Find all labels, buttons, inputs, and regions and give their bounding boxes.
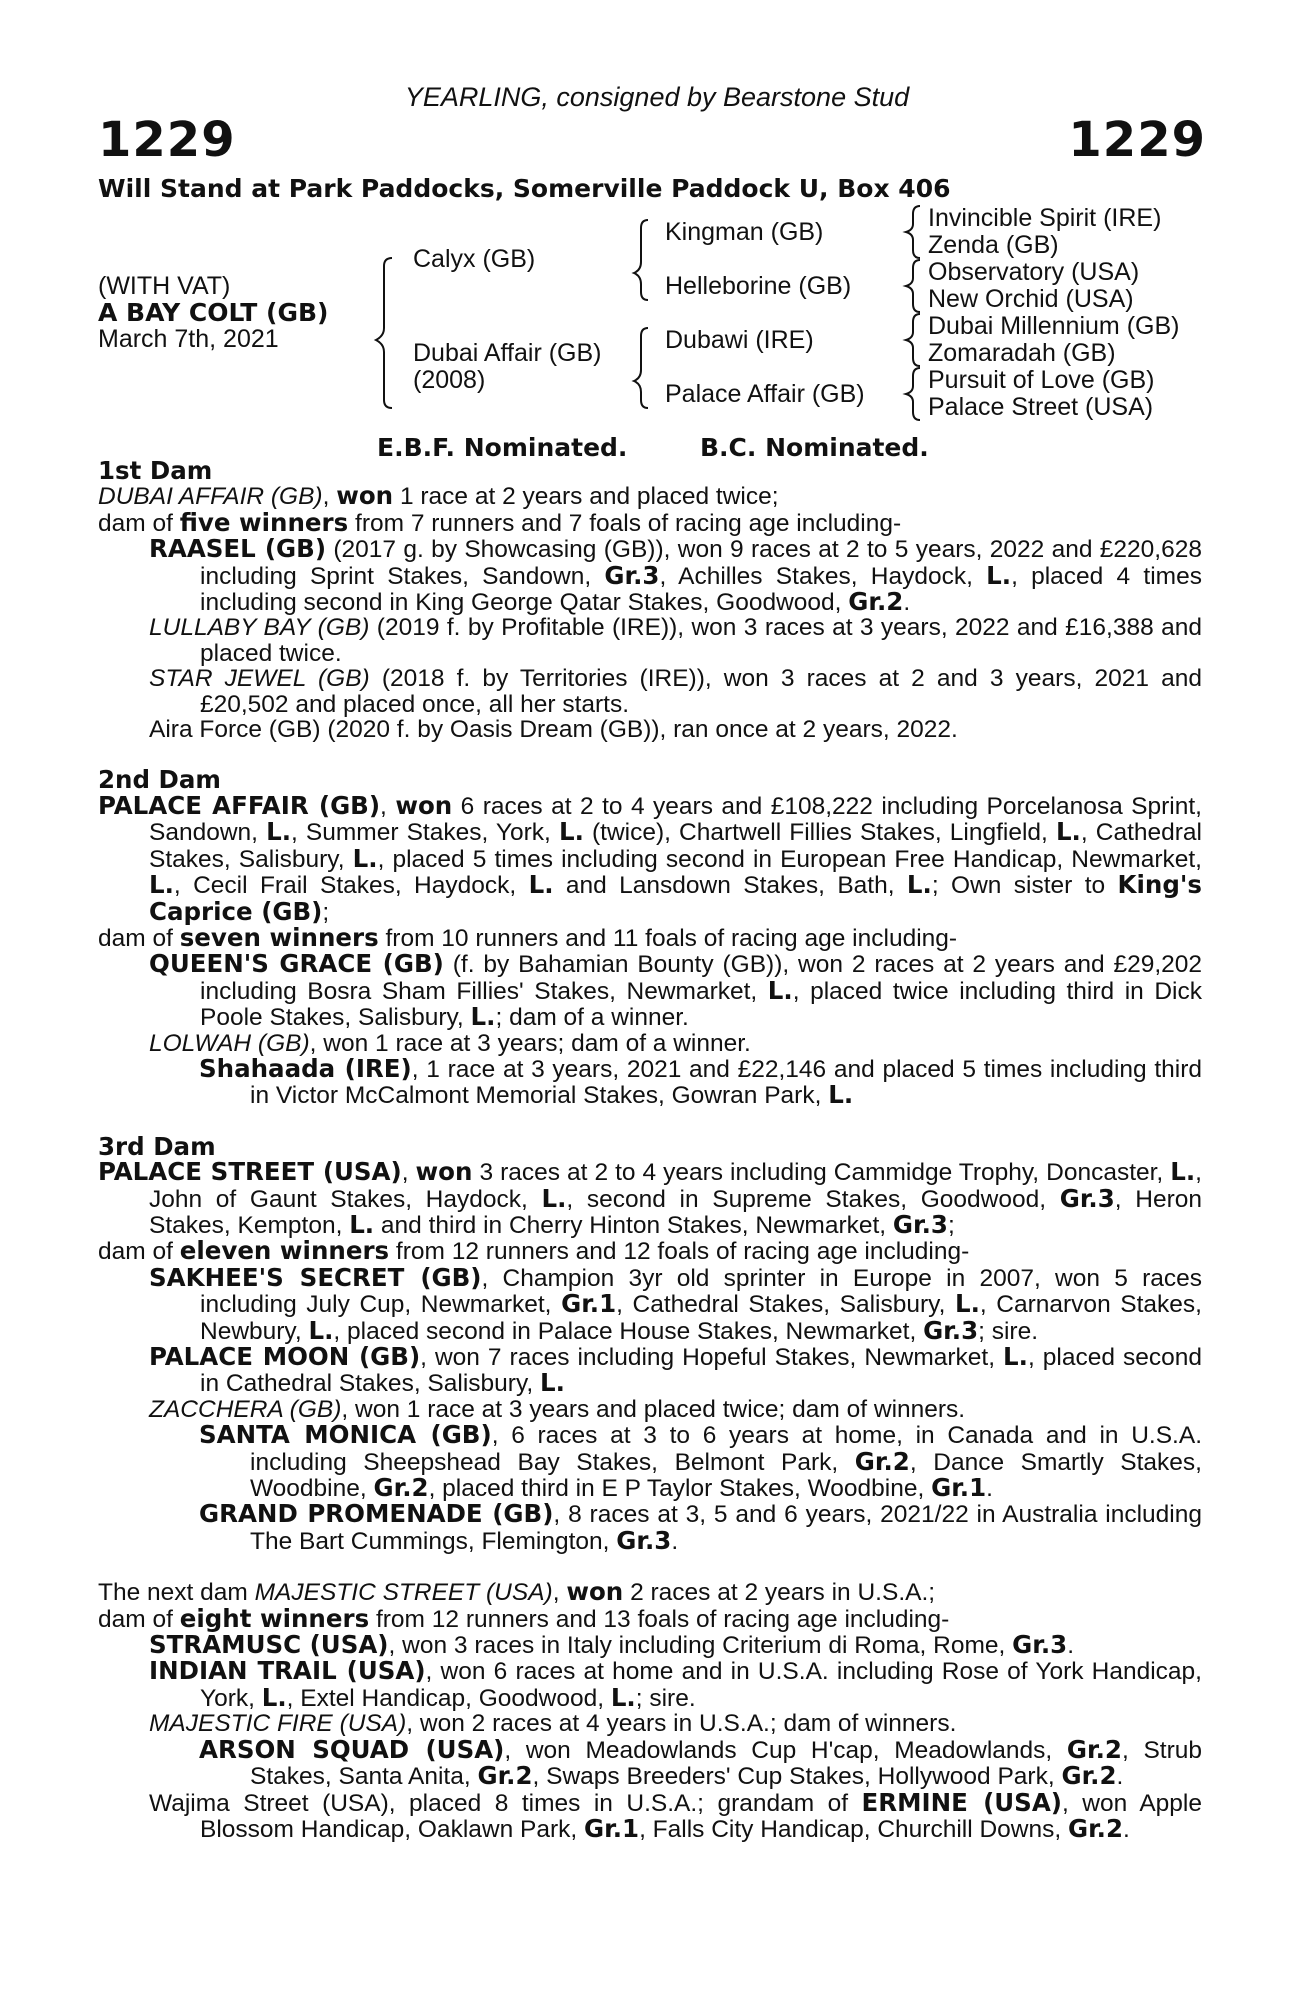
section-heading-3rd-dam: 3rd Dam bbox=[98, 1131, 216, 1161]
great-grandparent: Palace Street (USA) bbox=[928, 393, 1154, 421]
grandsire-paternal: Kingman (GB) bbox=[665, 218, 824, 246]
section-heading-1st-dam: 1st Dam bbox=[98, 456, 213, 485]
produce-entry: ARSON SQUAD (USA), won Meadowlands Cup H'cap, Meadowlands, Gr.2, Strub Stakes, Santa Anita, Gr.2, Swaps Breeders' Cup Stakes, Hollywood Park, Gr.2. bbox=[199, 1734, 1202, 1791]
bc-nomination: B.C. Nominated. bbox=[700, 433, 929, 462]
produce-entry: Shahaada (IRE), 1 race at 3 years, 2021 and £22,146 and placed 5 times including third in Victor McCalmont Memorial Stakes, Gowran Park, L. bbox=[199, 1053, 1202, 1110]
foaling-date: March 7th, 2021 bbox=[98, 325, 279, 353]
produce-entry: Wajima Street (USA), placed 8 times in U.S.A.; grandam of ERMINE (USA), won Apple Blossom Handicap, Oaklawn Park, Gr.1, Falls City Handicap, Churchill Downs, Gr.2. bbox=[149, 1787, 1202, 1843]
produce-entry: MAJESTIC FIRE (USA), won 2 races at 4 years in U.S.A.; dam of winners. bbox=[149, 1710, 957, 1738]
produce-entry: Aira Force (GB) (2020 f. by Oasis Dream (GB)), ran once at 2 years, 2022. bbox=[149, 716, 958, 744]
section-heading-2nd-dam: 2nd Dam bbox=[98, 765, 221, 795]
sire: Calyx (GB) bbox=[413, 245, 536, 273]
granddam-paternal: Helleborine (GB) bbox=[665, 272, 852, 300]
granddam-maternal: Palace Affair (GB) bbox=[665, 380, 865, 408]
dam-produce-summary: dam of seven winners from 10 runners and 11 foals of racing age including- bbox=[98, 922, 958, 952]
stand-location: Will Stand at Park Paddocks, Somerville Paddock U, Box 406 bbox=[98, 174, 951, 203]
produce-entry: SANTA MONICA (GB), 6 races at 3 to 6 years at home, in Canada and in U.S.A. including Sheepshead Bay Stakes, Belmont Park, Gr.2, Dance Smartly Stakes, Woodbine, Gr.2, placed third in E P Taylor Stakes, Woodbine, Gr.1. bbox=[199, 1420, 1203, 1503]
great-grandparent: Dubai Millennium (GB) bbox=[928, 312, 1180, 340]
produce-entry: STRAMUSC (USA), won 3 races in Italy including Criterium di Roma, Rome, Gr.3. bbox=[149, 1630, 1075, 1660]
lot-number-left: 1229 bbox=[98, 112, 236, 168]
sale-header: YEARLING, consigned by Bearstone Stud bbox=[404, 82, 910, 112]
produce-entry: PALACE MOON (GB), won 7 races including Hopeful Stakes, Newmarket, L., placed second in Cathedral Stakes, Salisbury, L. bbox=[149, 1342, 1202, 1398]
vat-note: (WITH VAT) bbox=[98, 272, 231, 300]
catalogue-body bbox=[98, 458, 1202, 1842]
produce-entry: GRAND PROMENADE (GB), 8 races at 3, 5 and 6 years, 2021/22 in Australia including The Bart Cummings, Flemington, Gr.3. bbox=[199, 1499, 1203, 1555]
horse-name: A BAY COLT (GB) bbox=[98, 298, 329, 327]
great-grandparent: New Orchid (USA) bbox=[928, 285, 1134, 313]
dam-record: PALACE STREET (USA), won 3 races at 2 to 4 years including Cammidge Trophy, Doncaster, L., John of Gaunt Stakes, Haydock, L., second in Supreme Stakes, Goodwood, Gr.3, Heron Stakes, Kempton, L. and third in Cherry Hinton Stakes, Newmarket, Gr.3; bbox=[98, 1157, 1203, 1239]
produce-entry: LULLABY BAY (GB) (2019 f. by Profitable (IRE)), won 3 races at 3 years, 2022 and £16,388 and placed twice. bbox=[149, 614, 1202, 667]
next-dam-record: The next dam MAJESTIC STREET (USA), won 2 races at 2 years in U.S.A.; bbox=[98, 1577, 936, 1607]
produce-entry: RAASEL (GB) (2017 g. by Showcasing (GB)), won 9 races at 2 to 5 years, 2022 and £220,628 including Sprint Stakes, Sandown, Gr.3, Achilles Stakes, Haydock, L., placed 4 times including second in King George Qatar Stakes, Goodwood, Gr.2. bbox=[149, 534, 1202, 617]
dam-record: DUBAI AFFAIR (GB), won 1 race at 2 years and placed twice; bbox=[98, 481, 779, 511]
dam-year: (2008) bbox=[413, 366, 486, 394]
ebf-nomination: E.B.F. Nominated. bbox=[377, 433, 628, 462]
great-grandparent: Zenda (GB) bbox=[928, 231, 1059, 259]
grandsire-maternal: Dubawi (IRE) bbox=[665, 326, 814, 354]
great-grandparent: Pursuit of Love (GB) bbox=[928, 366, 1155, 394]
produce-entry: QUEEN'S GRACE (GB) (f. by Bahamian Bounty (GB)), won 2 races at 2 years and £29,202 including Bosra Sham Fillies' Stakes, Newmarket, L., placed twice including third in Dick Poole Stakes, Salisbury, L.; dam of a winner. bbox=[149, 949, 1203, 1032]
great-grandparent: Invincible Spirit (IRE) bbox=[928, 204, 1162, 232]
produce-entry: STAR JEWEL (GB) (2018 f. by Territories (IRE)), won 3 races at 2 and 3 years, 2021 and £20,502 and placed once, all her starts. bbox=[149, 665, 1202, 718]
dam-produce-summary: dam of five winners from 7 runners and 7 foals of racing age including- bbox=[98, 507, 902, 537]
dam-produce-summary: dam of eleven winners from 12 runners and 12 foals of racing age including- bbox=[98, 1236, 970, 1266]
produce-entry: SAKHEE'S SECRET (GB), Champion 3yr old sprinter in Europe in 2007, won 5 races including July Cup, Newmarket, Gr.1, Cathedral Stakes, Salisbury, L., Carnarvon Stakes, Newbury, L., placed second in Palace House Stakes, Newmarket, Gr.3; sire. bbox=[149, 1262, 1202, 1345]
dam: Dubai Affair (GB) bbox=[413, 339, 602, 367]
produce-entry: LOLWAH (GB), won 1 race at 3 years; dam of a winner. bbox=[149, 1029, 751, 1057]
produce-entry: ZACCHERA (GB), won 1 race at 3 years and placed twice; dam of winners. bbox=[149, 1395, 966, 1423]
lot-number-right: 1229 bbox=[1068, 112, 1206, 168]
dam-produce-summary: dam of eight winners from 12 runners and 13 foals of racing age including- bbox=[98, 1603, 950, 1633]
produce-entry: INDIAN TRAIL (USA), won 6 races at home and in U.S.A. including Rose of York Handicap, York, L., Extel Handicap, Goodwood, L.; sire. bbox=[149, 1656, 1202, 1712]
great-grandparent: Zomaradah (GB) bbox=[928, 339, 1116, 367]
dam-record: PALACE AFFAIR (GB), won 6 races at 2 to 4 years and £108,222 including Porcelanosa Sprint, Sandown, L., Summer Stakes, York, L. (twice), Chartwell Fillies Stakes, Lingfield, L., Cathedral Stakes, Salisbury, L., placed 5 times including second in European Free Handicap, Newmarket, L., Cecil Frail Stakes, Haydock, L. and Lansdown Stakes, Bath, L.; Own sister to King's Caprice (GB); bbox=[98, 790, 1202, 926]
great-grandparent: Observatory (USA) bbox=[928, 258, 1140, 286]
